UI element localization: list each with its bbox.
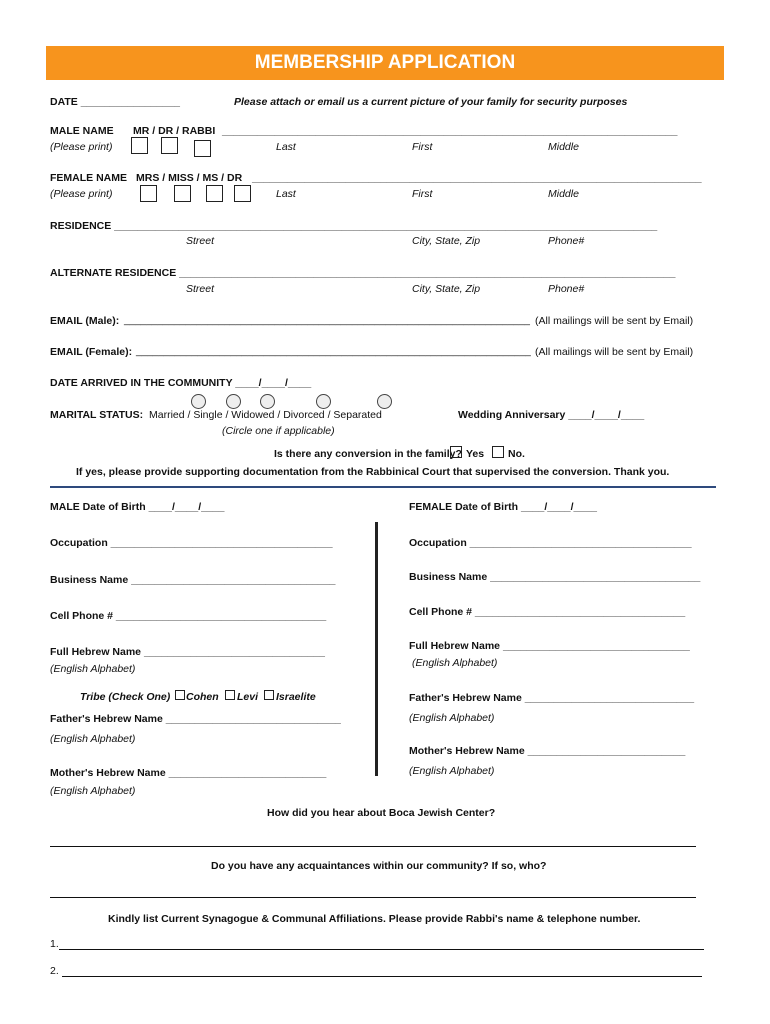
male-business-field[interactable]: Business Name ___________________________________ [50,574,336,586]
male-last-label: Last [276,141,296,153]
checkbox-israelite[interactable] [264,690,274,700]
male-father-field[interactable]: Father's Hebrew Name ______________________________ [50,713,341,725]
item-1-line[interactable] [59,949,704,950]
male-first-label: First [412,141,433,153]
checkbox-conversion-no[interactable] [492,446,504,458]
marital-status-label: MARITAL STATUS: [50,409,144,421]
female-name-label: FEMALE NAME [50,172,127,184]
radio-separated[interactable] [377,394,392,409]
hear-about-question: How did you hear about Boca Jewish Center? [267,807,496,819]
item-1-label: 1. [50,938,59,950]
title-bar [46,46,724,80]
alt-phone-label: Phone# [548,283,585,295]
residence-phone-label: Phone# [548,235,585,247]
female-last-label: Last [276,188,296,200]
alternate-residence-field[interactable]: ALTERNATE RESIDENCE _____________________________________________________________________________________ [50,267,676,279]
female-hebrew-note: (English Alphabet) [412,657,498,669]
male-hebrew-note: (English Alphabet) [50,663,136,675]
checkbox-dr[interactable] [161,137,178,154]
female-name-line[interactable]: _____________________________________________________________________________ [252,172,702,184]
email-female-line[interactable]: _______________________________________________________________________ [136,346,531,357]
male-name-label: MALE NAME [50,125,114,137]
checkbox-miss[interactable] [174,185,191,202]
alt-street-label: Street [186,283,215,295]
residence-field[interactable]: RESIDENCE _____________________________________________________________________________________________ [50,220,658,232]
male-hebrew-field[interactable]: Full Hebrew Name _______________________________ [50,646,325,658]
male-mother-field[interactable]: Mother's Hebrew Name ___________________________ [50,767,327,779]
checkbox-mr[interactable] [131,137,148,154]
acquaintances-line[interactable] [50,897,696,898]
female-dob-field[interactable]: FEMALE Date of Birth ____/____/____ [409,501,597,513]
checkbox-mrs[interactable] [140,185,157,202]
male-name-line[interactable]: ______________________________________________________________________________ [222,125,678,137]
israelite-label: Israelite [276,691,316,703]
email-female-note: (All mailings will be sent by Email) [535,346,694,358]
email-male-note: (All mailings will be sent by Email) [535,315,694,327]
section-divider [50,486,716,488]
conversion-question: Is there any conversion in the family? [274,448,462,460]
acquaintances-question: Do you have any acquaintances within our community? If so, who? [211,860,547,872]
male-middle-label: Middle [548,141,579,153]
marital-options: Married / Single / Widowed / Divorced / Separated [149,409,382,421]
female-middle-label: Middle [548,188,579,200]
radio-widowed[interactable] [260,394,275,409]
tribe-label: Tribe (Check One) [80,691,171,703]
residence-city-label: City, State, Zip [412,235,481,247]
checkbox-levi[interactable] [225,690,235,700]
male-cell-field[interactable]: Cell Phone # ____________________________________ [50,610,327,622]
female-father-field[interactable]: Father's Hebrew Name _____________________________ [409,692,695,704]
checkbox-conversion-yes[interactable] [450,446,462,458]
male-titles: MR / DR / RABBI [133,125,216,137]
female-mother-field[interactable]: Mother's Hebrew Name ___________________________ [409,745,686,757]
date-field[interactable]: DATE _________________ [50,96,180,108]
radio-married[interactable] [191,394,206,409]
female-father-note: (English Alphabet) [409,712,495,724]
female-business-field[interactable]: Business Name ____________________________________ [409,571,701,583]
email-male-line[interactable]: _________________________________________________________________________ [124,315,530,326]
male-father-note: (English Alphabet) [50,733,136,745]
radio-divorced[interactable] [316,394,331,409]
female-mother-note: (English Alphabet) [409,765,495,777]
male-mother-note: (English Alphabet) [50,785,136,797]
alt-city-label: City, State, Zip [412,283,481,295]
checkbox-cohen[interactable] [175,690,185,700]
email-female-label: EMAIL (Female): [50,346,133,358]
female-cell-field[interactable]: Cell Phone # ____________________________________ [409,606,686,618]
conversion-yes-label: Yes [466,448,485,460]
page-title: MEMBERSHIP APPLICATION [254,52,516,73]
female-hebrew-field[interactable]: Full Hebrew Name ________________________________ [409,640,690,652]
checkbox-rabbi[interactable] [194,140,211,157]
male-occupation-field[interactable]: Occupation ______________________________________ [50,537,333,549]
conversion-no-label: No. [508,448,525,460]
male-print-note: (Please print) [50,141,113,153]
column-divider [375,522,378,776]
female-titles: MRS / MISS / MS / DR [136,172,243,184]
item-2-label: 2. [50,965,59,977]
radio-single[interactable] [226,394,241,409]
synagogue-question: Kindly list Current Synagogue & Communal Affiliations. Please provide Rabbi's name & telephone number. [108,913,641,925]
female-occupation-field[interactable]: Occupation ______________________________________ [409,537,692,549]
date-arrived-field[interactable]: DATE ARRIVED IN THE COMMUNITY ____/____/____ [50,377,312,389]
male-dob-field[interactable]: MALE Date of Birth ____/____/____ [50,501,225,513]
photo-note: Please attach or email us a current picture of your family for security purposes [234,96,628,108]
checkbox-dr-female[interactable] [234,185,251,202]
checkbox-ms[interactable] [206,185,223,202]
email-male-label: EMAIL (Male): [50,315,120,327]
residence-street-label: Street [186,235,215,247]
item-2-line[interactable] [62,976,702,977]
circle-note: (Circle one if applicable) [222,425,335,437]
wedding-anniversary-field[interactable]: Wedding Anniversary ____/____/____ [458,409,645,421]
female-first-label: First [412,188,433,200]
levi-label: Levi [237,691,259,703]
conversion-note: If yes, please provide supporting documentation from the Rabbinical Court that supervised the conversion. Thank you. [76,466,670,478]
cohen-label: Cohen [186,691,219,703]
hear-about-line[interactable] [50,846,696,847]
female-print-note: (Please print) [50,188,113,200]
